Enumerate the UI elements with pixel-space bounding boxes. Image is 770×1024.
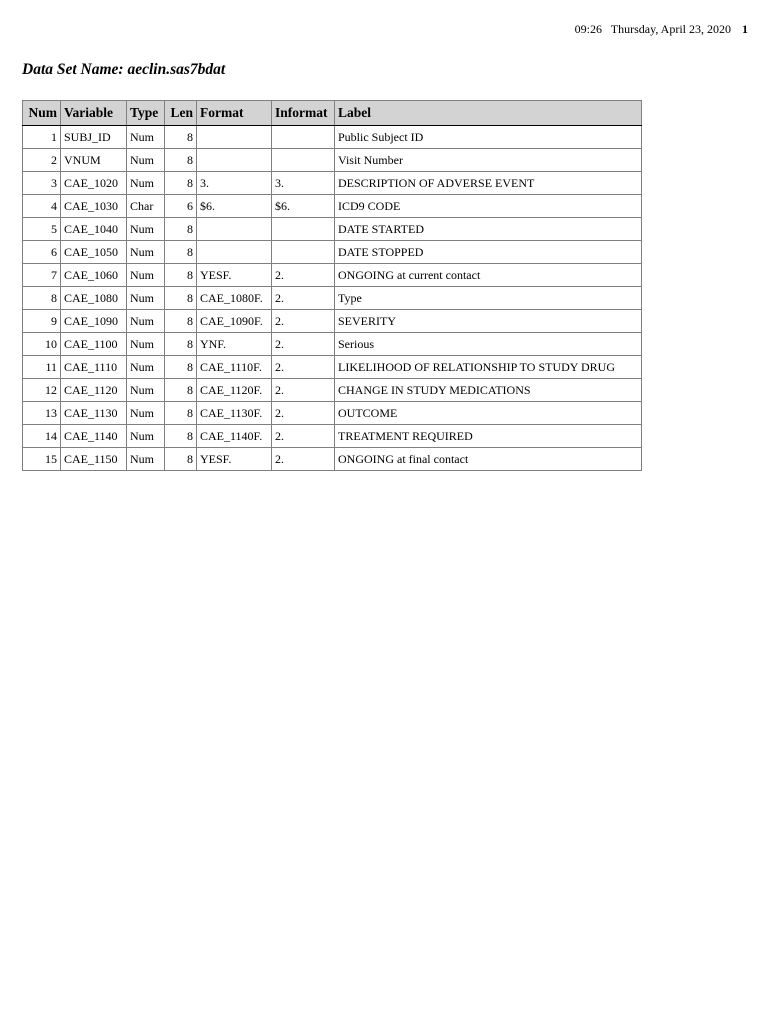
column-header-num: Num bbox=[23, 101, 61, 126]
cell-type: Num bbox=[127, 149, 165, 172]
cell-informat: 3. bbox=[272, 172, 335, 195]
cell-format: CAE_1130F. bbox=[197, 402, 272, 425]
cell-len: 8 bbox=[165, 126, 197, 149]
cell-type: Num bbox=[127, 402, 165, 425]
cell-variable: CAE_1140 bbox=[61, 425, 127, 448]
cell-variable: CAE_1050 bbox=[61, 241, 127, 264]
cell-informat bbox=[272, 149, 335, 172]
cell-num: 1 bbox=[23, 126, 61, 149]
cell-variable: CAE_1030 bbox=[61, 195, 127, 218]
table-row bbox=[23, 172, 642, 195]
table-row bbox=[23, 379, 642, 402]
cell-label: Visit Number bbox=[335, 149, 642, 172]
cell-format: CAE_1120F. bbox=[197, 379, 272, 402]
cell-type: Num bbox=[127, 379, 165, 402]
cell-len: 8 bbox=[165, 379, 197, 402]
cell-num: 2 bbox=[23, 149, 61, 172]
cell-informat: $6. bbox=[272, 195, 335, 218]
cell-num: 11 bbox=[23, 356, 61, 379]
cell-format: CAE_1140F. bbox=[197, 425, 272, 448]
cell-len: 8 bbox=[165, 241, 197, 264]
cell-len: 8 bbox=[165, 448, 197, 471]
cell-format: CAE_1080F. bbox=[197, 287, 272, 310]
cell-len: 8 bbox=[165, 264, 197, 287]
table-row bbox=[23, 195, 642, 218]
cell-label: Type bbox=[335, 287, 642, 310]
table-row bbox=[23, 241, 642, 264]
table-row bbox=[23, 287, 642, 310]
cell-variable: CAE_1040 bbox=[61, 218, 127, 241]
cell-label: DATE STARTED bbox=[335, 218, 642, 241]
table-body bbox=[23, 126, 642, 471]
table-row bbox=[23, 425, 642, 448]
cell-informat: 2. bbox=[272, 287, 335, 310]
cell-format: YESF. bbox=[197, 264, 272, 287]
header-time: 09:26 bbox=[574, 22, 602, 36]
cell-variable: VNUM bbox=[61, 149, 127, 172]
cell-variable: CAE_1090 bbox=[61, 310, 127, 333]
cell-format: CAE_1090F. bbox=[197, 310, 272, 333]
cell-len: 8 bbox=[165, 172, 197, 195]
table-row bbox=[23, 356, 642, 379]
cell-format: YNF. bbox=[197, 333, 272, 356]
cell-label: ONGOING at current contact bbox=[335, 264, 642, 287]
cell-label: ICD9 CODE bbox=[335, 195, 642, 218]
cell-type: Num bbox=[127, 126, 165, 149]
cell-label: TREATMENT REQUIRED bbox=[335, 425, 642, 448]
table-row bbox=[23, 264, 642, 287]
cell-format bbox=[197, 241, 272, 264]
column-header-len: Len bbox=[165, 101, 197, 126]
cell-len: 6 bbox=[165, 195, 197, 218]
cell-type: Num bbox=[127, 287, 165, 310]
cell-label: DATE STOPPED bbox=[335, 241, 642, 264]
cell-type: Num bbox=[127, 264, 165, 287]
cell-num: 13 bbox=[23, 402, 61, 425]
column-header-variable: Variable bbox=[61, 101, 127, 126]
cell-informat: 2. bbox=[272, 333, 335, 356]
cell-variable: CAE_1150 bbox=[61, 448, 127, 471]
column-header-informat: Informat bbox=[272, 101, 335, 126]
cell-type: Num bbox=[127, 218, 165, 241]
cell-type: Char bbox=[127, 195, 165, 218]
table-row bbox=[23, 402, 642, 425]
cell-format: 3. bbox=[197, 172, 272, 195]
column-header-type: Type bbox=[127, 101, 165, 126]
cell-num: 15 bbox=[23, 448, 61, 471]
page-number: 1 bbox=[742, 22, 748, 36]
cell-num: 3 bbox=[23, 172, 61, 195]
cell-informat bbox=[272, 218, 335, 241]
cell-num: 4 bbox=[23, 195, 61, 218]
table-row bbox=[23, 448, 642, 471]
cell-num: 10 bbox=[23, 333, 61, 356]
cell-type: Num bbox=[127, 333, 165, 356]
cell-label: SEVERITY bbox=[335, 310, 642, 333]
variables-table bbox=[22, 100, 642, 471]
table-row bbox=[23, 126, 642, 149]
cell-informat: 2. bbox=[272, 425, 335, 448]
cell-num: 12 bbox=[23, 379, 61, 402]
cell-format bbox=[197, 126, 272, 149]
cell-format bbox=[197, 149, 272, 172]
cell-informat: 2. bbox=[272, 448, 335, 471]
cell-type: Num bbox=[127, 310, 165, 333]
cell-num: 5 bbox=[23, 218, 61, 241]
cell-variable: CAE_1130 bbox=[61, 402, 127, 425]
cell-informat: 2. bbox=[272, 310, 335, 333]
table-row bbox=[23, 149, 642, 172]
cell-variable: CAE_1080 bbox=[61, 287, 127, 310]
cell-len: 8 bbox=[165, 425, 197, 448]
cell-variable: CAE_1100 bbox=[61, 333, 127, 356]
cell-len: 8 bbox=[165, 287, 197, 310]
cell-num: 14 bbox=[23, 425, 61, 448]
cell-format bbox=[197, 218, 272, 241]
cell-label: DESCRIPTION OF ADVERSE EVENT bbox=[335, 172, 642, 195]
cell-label: ONGOING at final contact bbox=[335, 448, 642, 471]
cell-informat: 2. bbox=[272, 379, 335, 402]
cell-label: Serious bbox=[335, 333, 642, 356]
table-row bbox=[23, 310, 642, 333]
cell-num: 9 bbox=[23, 310, 61, 333]
cell-len: 8 bbox=[165, 333, 197, 356]
cell-variable: CAE_1110 bbox=[61, 356, 127, 379]
cell-len: 8 bbox=[165, 356, 197, 379]
header-date: Thursday, April 23, 2020 bbox=[610, 22, 731, 36]
cell-format: $6. bbox=[197, 195, 272, 218]
column-header-label: Label bbox=[335, 101, 642, 126]
cell-variable: CAE_1120 bbox=[61, 379, 127, 402]
cell-format: YESF. bbox=[197, 448, 272, 471]
cell-variable: CAE_1020 bbox=[61, 172, 127, 195]
cell-informat: 2. bbox=[272, 356, 335, 379]
cell-variable: CAE_1060 bbox=[61, 264, 127, 287]
cell-informat: 2. bbox=[272, 402, 335, 425]
cell-len: 8 bbox=[165, 218, 197, 241]
cell-num: 7 bbox=[23, 264, 61, 287]
cell-len: 8 bbox=[165, 149, 197, 172]
cell-type: Num bbox=[127, 448, 165, 471]
cell-type: Num bbox=[127, 241, 165, 264]
column-header-format: Format bbox=[197, 101, 272, 126]
cell-format: CAE_1110F. bbox=[197, 356, 272, 379]
cell-informat bbox=[272, 241, 335, 264]
cell-len: 8 bbox=[165, 310, 197, 333]
cell-informat bbox=[272, 126, 335, 149]
table-row bbox=[23, 333, 642, 356]
cell-label: CHANGE IN STUDY MEDICATIONS bbox=[335, 379, 642, 402]
cell-type: Num bbox=[127, 172, 165, 195]
cell-variable: SUBJ_ID bbox=[61, 126, 127, 149]
dataset-title: Data Set Name: aeclin.sas7bdat bbox=[22, 61, 226, 78]
cell-num: 8 bbox=[23, 287, 61, 310]
cell-type: Num bbox=[127, 425, 165, 448]
cell-len: 8 bbox=[165, 402, 197, 425]
cell-label: LIKELIHOOD OF RELATIONSHIP TO STUDY DRUG bbox=[335, 356, 642, 379]
cell-informat: 2. bbox=[272, 264, 335, 287]
cell-type: Num bbox=[127, 356, 165, 379]
table-header-row bbox=[23, 101, 642, 126]
cell-label: Public Subject ID bbox=[335, 126, 642, 149]
page-header bbox=[575, 22, 748, 37]
table-row bbox=[23, 218, 642, 241]
cell-label: OUTCOME bbox=[335, 402, 642, 425]
cell-num: 6 bbox=[23, 241, 61, 264]
